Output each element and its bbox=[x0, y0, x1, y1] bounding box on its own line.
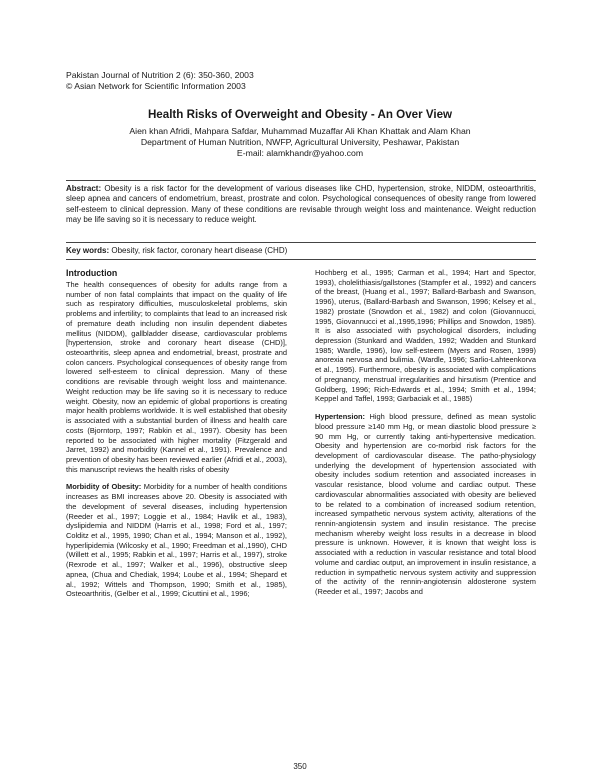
keywords bbox=[66, 242, 536, 260]
hypertension-text: High blood pressure, defined as mean systolic blood pressure ≥140 mm Hg, or mean diastolic blood pressure ≥ 90 mm Hg, or currently taking anti-hypertensive medication. Obesity and hypertension are co-morbid risk factors for the development of cardiovascular disease. The patho-physiology underlying the development of hypertension associated with obesity includes sodium retention and associated increases in vascular resistance, blood volume and cardiac output. These cardiovascular abnormalities associated with obesity are believed to be related to a combination of increased sodium retention, increased sympathetic nervous system activity, alterations of the rennin-angiotensin system and insulin resistance. The precise mechanism whereby weight loss results in a decrease in blood pressure is unknown. However, it is known that weight loss is associated with a reduction in vascular resistance and total blood volume and cardiac output, an improvement in insulin resistance, a reduction in sympathetic nervous system activity and suppression of the activity of the rennin-angiotensin aldosterone system (Reeder et al., 1997; Jacobs and bbox=[315, 412, 536, 596]
journal-line-2: © Asian Network for Scientific Information 2003 bbox=[66, 81, 246, 91]
morbidity-paragraph bbox=[66, 482, 287, 599]
column-right bbox=[315, 268, 536, 597]
morbidity-text: Morbidity for a number of health conditions increases as BMI increases above 20. Obesity is associated with the development of several diseases, including hypertension (Reeder et al., 1997; Loggie et al., 1984; Havlik et al., 1983), dyslipidemia and NIDDM (Harris et al., 1998; Ford et al., 1997; Colditz et al., 1995, 1990; Chan et al., 1994; Manson et al., 1992), hyperlipidemia (Wilcosky et al., 1990; Freedman et al.,1990), CHD (Willett et al., 1995; Rabkin et al., 1997; Harris et al., 1997), stroke (Rexrode et al., 1997; Walker et al., 1996), obstructive sleep apnea, (Chua and Chediak, 1994; Loube et al., 1994; Shepard et al., 1992; Wittels and Thompson, 1990; Smith et al., 1985), Osteoarthritis, (Gelber et al., 1999; Cicuttini et al., 1996; bbox=[66, 482, 287, 599]
morbidity-label: Morbidity of Obesity: bbox=[66, 482, 142, 492]
author-names: Aien khan Afridi, Mahpara Safdar, Muhammad Muzaffar Ali Khan Khattak and Alam Khan bbox=[129, 126, 471, 136]
abstract-label: Abstract: bbox=[66, 184, 102, 193]
column-left bbox=[66, 268, 287, 599]
continuation-text: Hochberg et al., 1995; Carman et al., 1994; Hart and Spector, 1993), cholelithiasis/gallstones (Stampfer et al., 1992) and cancers of the breast, (Huang et al., 1997; Ballard-Barbash and Swanson, 1996), uterus, (Ballard-Barbash and Swanson, 1996; Kelsey et al., 1982) prostate (Snowdon et al., 1982) and colon (Giovannucci, 1995, Giovannucci et al.,1995,1996; Phillips and Snowdon, 1985). It is also associated with psychological disorders, including depression (Stunkard and Wadden, 1992; Wadden and Stunkard 1985; Wardle, 1996), low self-esteem (Myers and Rosen, 1999) anorexia nervosa and bulimia. (Wardle, 1996; Sarlio-Lahteenkorva et al., 1995). Furthermore, obesity is associated with complications of pregnancy, menstrual irregularities and hirsutism (Prentice and Goldberg, 1996; Rich-Edwards et al., 1994; Smith et al., 1994; Keppel and Taffel, 1993; Garbaciak et al., 1985) bbox=[315, 268, 536, 404]
abstract bbox=[66, 180, 536, 226]
keywords-label: Key words: bbox=[66, 246, 110, 255]
paper-title: Health Risks of Overweight and Obesity - An Over View bbox=[147, 108, 453, 121]
email[interactable]: E-mail: alamkhandr@yahoo.com bbox=[236, 148, 364, 159]
page-number: 350 bbox=[293, 762, 307, 771]
hypertension-label: Hypertension: bbox=[315, 412, 366, 422]
hypertension-paragraph bbox=[315, 412, 536, 597]
journal-line-1: Pakistan Journal of Nutrition 2 (6): 350-360, 2003 bbox=[66, 70, 254, 80]
keywords-text: Obesity, risk factor, coronary heart disease (CHD) bbox=[111, 246, 288, 255]
journal-citation bbox=[66, 70, 254, 92]
introduction-text: The health consequences of obesity for adults range from a number of non fatal complaints that impact on the quality of life such as respiratory difficulties, musculoskeletal problems, skin problems and infertility; to complaints that lead to an increased risk of premature death including non insulin dependent diabetes mellitus (NIDDM), gallbladder disease, cardiovascular problems [hypertension, stroke and coronary heart disease (CHD)], osteoarthritis, sleep apnea and endometrial, breast, prostrate and colon cancers. Psychological consequences of obesity range from lowered self-esteem to clinical depression. Many of these conditions are revisable through weight loss and maintenance. Weight reduction may be life saving so it is necessary to reduce weight. Obesity, now an epidemic of global proportions is creating major health problems worldwide. It is well established that obesity is associated with a substantial burden of illness and health care costs (Bjorntorp, 1997; Rabkin et al., 1997). Obesity has been reported to be associated with higher mortality (Fitzgerald and Jarret, 1992) and morbidity (Kannel et al., 1991). Prevalence and prevention of obesity has been reviewed earlier (Afridi et al., 2003), this manuscript reviews the health risks of obesity bbox=[66, 280, 287, 474]
section-heading-introduction: Introduction bbox=[66, 268, 118, 278]
affiliation: Department of Human Nutrition, NWFP, Agricultural University, Peshawar, Pakistan bbox=[140, 137, 460, 148]
abstract-text: Obesity is a risk factor for the development of various diseases like CHD, hypertension, stroke, NIDDM, osteoarthritis, sleep apnea and cancers of endometrium, breast, prostrate and colon. Psychological consequences of obesity range from lowered self-esteem to clinical depression. Many of these conditions are revisable through weight loss and maintenance. Weight reduction may be life saving so it is necessary to reduce weight. bbox=[66, 184, 536, 225]
author-block bbox=[60, 126, 540, 160]
